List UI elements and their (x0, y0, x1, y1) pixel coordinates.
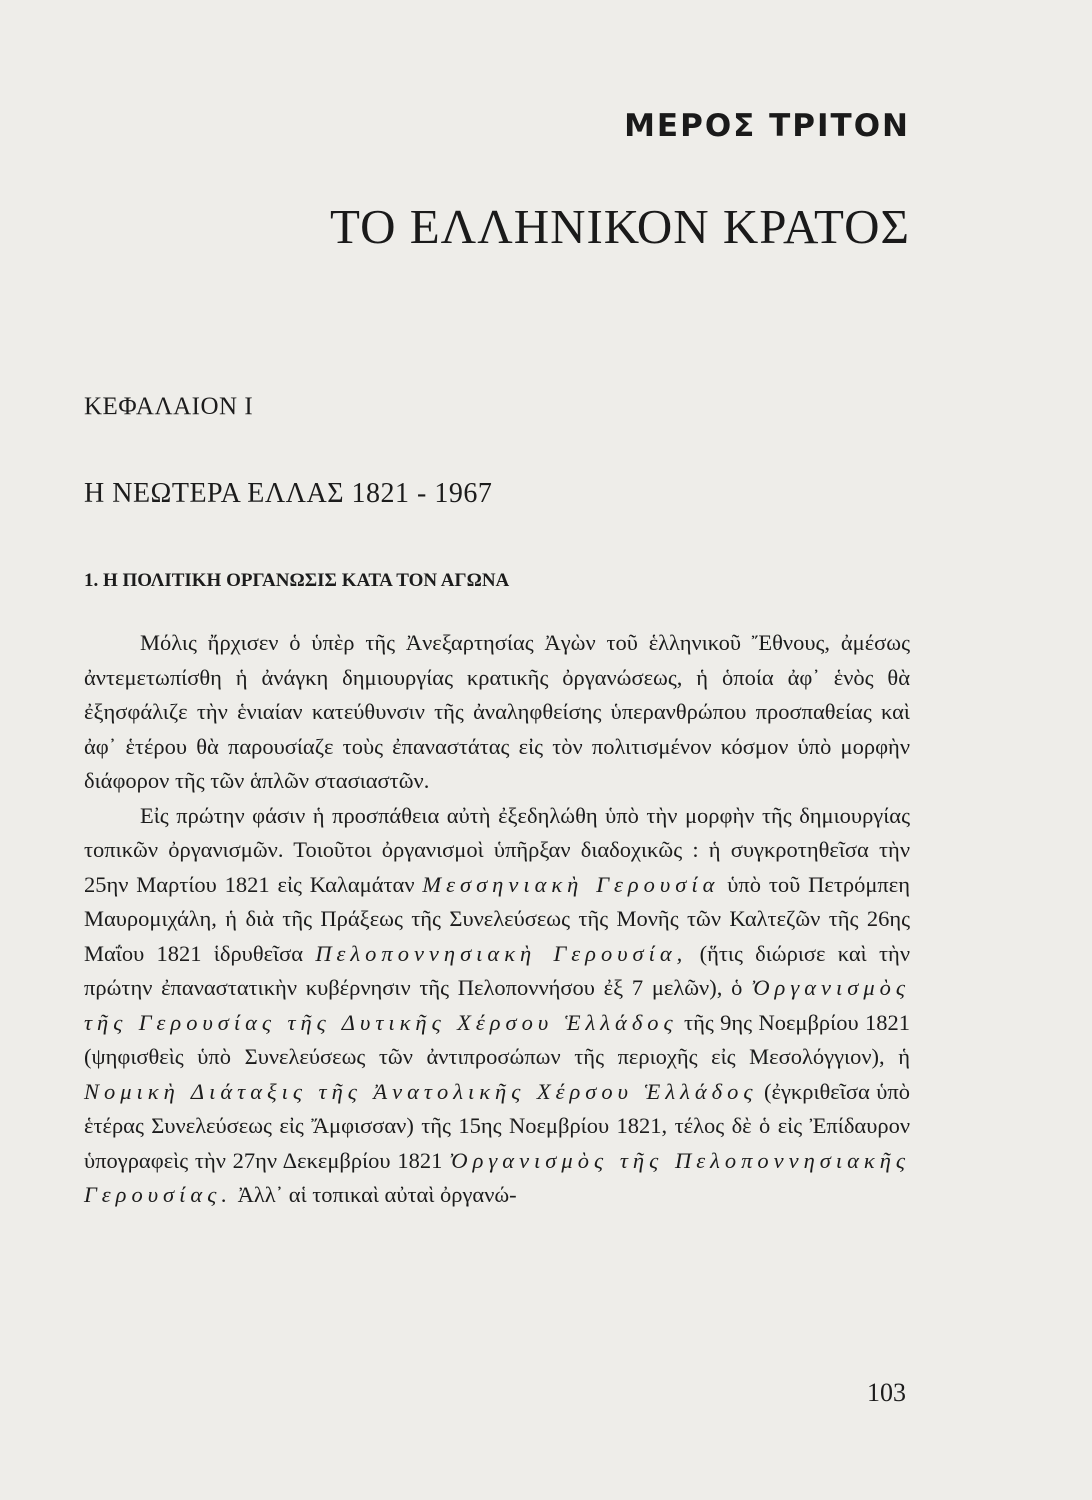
emphasis-nomiki-diataxis: Νομικὴ Διάταξις τῆς Ἀνατολικῆς Χέρσου Ἑλλάδος (84, 1078, 758, 1104)
chapter-label: ΚΕΦΑΛΑΙΟΝ Ι (84, 393, 254, 420)
paragraph-2-text-6: Ἀλλ᾽ αἱ τοπικαὶ αὐταὶ ὀργανώ- (237, 1182, 517, 1207)
paragraph-2-text-1: Εἰς πρώτην φάσιν ἡ προσπάθεια αὐτὴ ἐξεδηλώθη ὑπὸ τὴν μορφὴν τῆς δημιουργίας τοπικῶν ὀργανισμῶν. Τοιοῦτοι ὀργανισμοὶ ὑπῆρξαν διαδοχικῶς : ἡ συγκροτηθεῖσα τὴν 25ην Μαρτίου 1821 εἰς Καλαμάταν (84, 802, 910, 897)
emphasis-messiniaki-gerousia: Μεσσηνιακὴ Γερουσία (422, 871, 720, 897)
chapter-title: Η ΝΕΩΤΕΡΑ ΕΛΛΑΣ 1821 - 1967 (84, 478, 493, 509)
main-title: ΤΟ ΕΛΛΗΝΙΚΟΝ ΚΡΑΤΟΣ (330, 199, 910, 254)
emphasis-organismos-peloponnisou: Ὀργανισμὸς τῆς Πελοποννησιακῆς Γερουσίας. (84, 1147, 911, 1207)
paragraph-2-text-5: (ἐγκριθεῖσα ὑπὸ ἑτέρας Συνελεύσεως εἰς Ἄμφισσαν) τῆς 15ης Νοεμβρίου 1821, τέλος δὲ ὁ εἰς Ἐπίδαυρον ὑπογραφεὶς τὴν 27ην Δεκεμβρίου 1821 (84, 1078, 910, 1173)
page-number: 103 (867, 1378, 906, 1407)
paragraph-2-text-3: (ἥτις διώρισε καὶ τὴν πρώτην ἐπαναστατικὴν κυβέρνησιν τῆς Πελοποννήσου ἐξ 7 μελῶν), ὁ (84, 940, 910, 1000)
body-text (84, 626, 910, 1213)
part-label: ΜΕΡΟΣ ΤΡΙΤΟΝ (624, 108, 910, 144)
emphasis-organismos-dytikis: Ὀργανισμὸς τῆς Γερουσίας τῆς Δυτικῆς Χέρσου Ἑλλάδος (84, 975, 911, 1035)
paragraph-2-text-4: τῆς 9ης Νοεμβρίου 1821 (ψηφισθεὶς ὑπὸ Συνελεύσεως τῶν ἀντιπροσώπων τῆς περιοχῆς εἰς Μεσολόγγιον), ἡ (84, 1009, 910, 1069)
section-heading: 1. Η ΠΟΛΙΤΙΚΗ ΟΡΓΑΝΩΣΙΣ ΚΑΤΑ ΤΟΝ ΑΓΩΝΑ (84, 570, 510, 591)
emphasis-peloponnisiaki-gerousia: Πελοποννησιακὴ Γερουσία, (315, 940, 688, 966)
paragraph-2 (84, 799, 910, 1213)
paragraph-1: Μόλις ἤρχισεν ὁ ὑπὲρ τῆς Ἀνεξαρτησίας Ἀγὼν τοῦ ἑλληνικοῦ Ἔθνους, ἀμέσως ἀντεμετωπίσθη ἡ ἀνάγκη δημιουργίας κρατικῆς ὀργανώσεως, ἡ ὁποία ἀφ᾽ ἑνὸς θὰ ἐξησφάλιζε τὴν ἑνιαίαν κατεύθυνσιν τῆς ἀναληφθείσης ὑπερανθρώπου προσπαθείας καὶ ἀφ᾽ ἑτέρου θὰ παρουσίαζε τοὺς ἐπαναστάτας εἰς τὸν πολιτισμένον κόσμον ὑπὸ μορφὴν διάφορον τῆς τῶν ἁπλῶν στασιαστῶν. (84, 630, 910, 793)
paragraph-2-text-2: ὑπὸ τοῦ Πετρόμπεη Μαυρομιχάλη, ἡ διὰ τῆς Πράξεως τῆς Συνελεύσεως τῆς Μονῆς τῶν Καλτεζῶν τῆς 26ης Μαΐου 1821 ἱδρυθεῖσα (84, 871, 910, 966)
